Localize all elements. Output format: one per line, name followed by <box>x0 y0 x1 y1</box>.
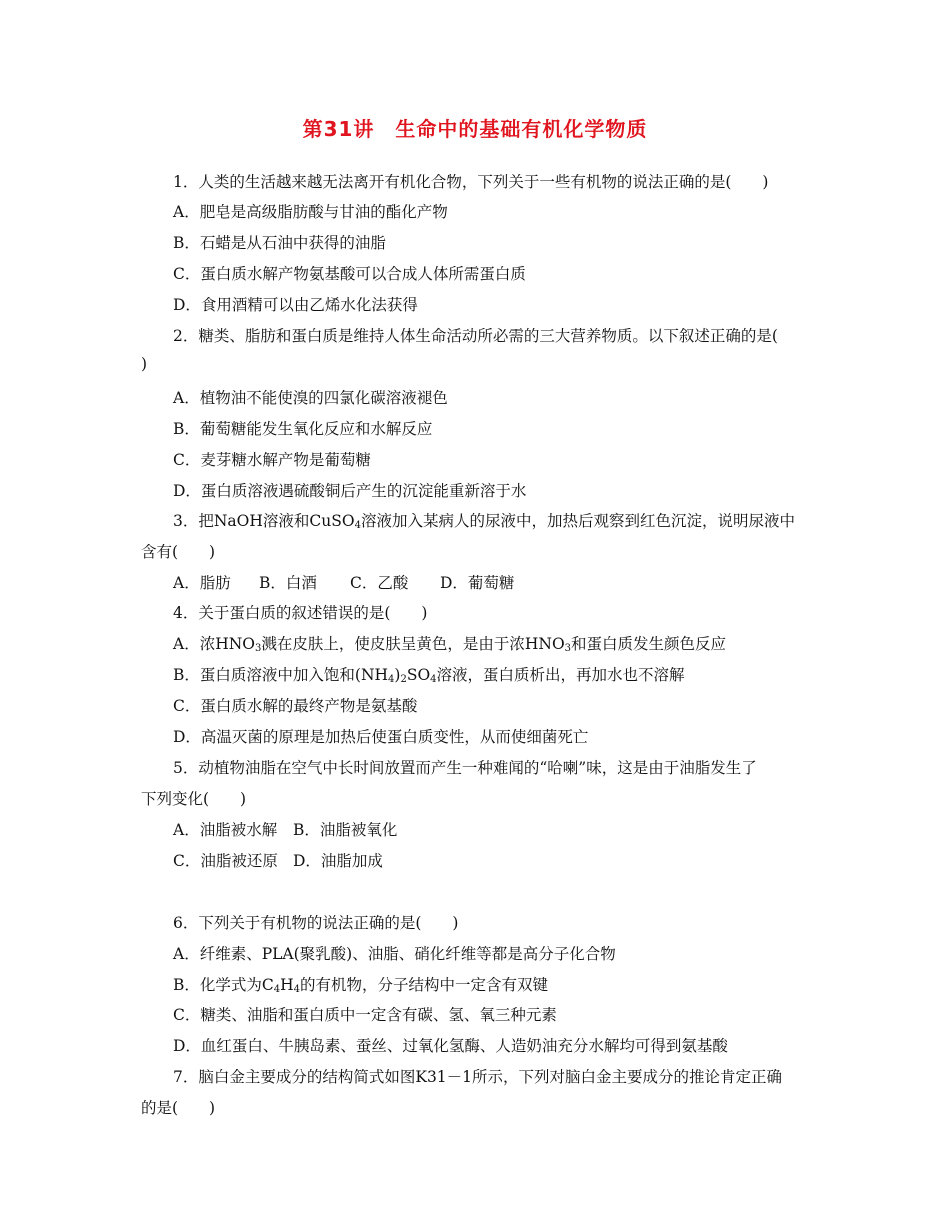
q5-options-row-2 <box>173 849 383 871</box>
q6-option-b: B．化学式为$C_4H_4$的有机物，分子结构中一定含有双键 <box>173 976 549 995</box>
q2-option-d: D．蛋白质溶液遇硫酸铜后产生的沉淀能重新溶于水 <box>173 482 527 500</box>
q3-option-d: D．葡萄糖 <box>440 574 515 592</box>
q1-option-c: C．蛋白质水解产物氨基酸可以合成人体所需蛋白质 <box>173 265 526 283</box>
question-5-stem-cont: 下列变化( ) <box>141 790 247 808</box>
q1-option-d: D．食用酒精可以由乙烯水化法获得 <box>173 296 418 314</box>
q2-option-a: A．植物油不能使溴的四氯化碳溶液褪色 <box>173 389 448 407</box>
question-3-stem: 3．把NaOH溶液和CuSO$_4$溶液加入某病人的尿液中，加热后观察到红色沉淀，说明尿液中 <box>173 512 795 531</box>
q5-options-row-1 <box>173 818 397 840</box>
question-7-stem-cont: 的是( ) <box>141 1099 216 1117</box>
q1-option-b: B．石蜡是从石油中获得的油脂 <box>173 234 386 252</box>
q3-option-b: B．白酒 <box>259 574 317 592</box>
q4-option-c: C．蛋白质水解的最终产物是氨基酸 <box>173 697 418 715</box>
q3-option-a: A．脂肪 <box>173 574 231 592</box>
question-5-stem: 5．动植物油脂在空气中长时间放置而产生一种难闻的“哈喇”味，这是由于油脂发生了 <box>173 759 757 777</box>
question-2-stem-cont: ) <box>141 355 148 373</box>
q5-option-c: C．油脂被还原 <box>173 852 278 870</box>
q4-option-d: D．高温灭菌的原理是加热后使蛋白质变性，从而使细菌死亡 <box>173 728 589 746</box>
q3-options <box>173 571 514 593</box>
question-1-stem: 1．人类的生活越来越无法离开有机化合物，下列关于一些有机物的说法正确的是( ) <box>173 173 769 191</box>
q2-option-c: C．麦芽糖水解产物是葡萄糖 <box>173 451 371 469</box>
question-4-stem: 4．关于蛋白质的叙述错误的是( ) <box>173 604 428 622</box>
q5-option-d: D．油脂加成 <box>293 852 383 870</box>
q6-option-c: C．糖类、油脂和蛋白质中一定含有碳、氢、氧三种元素 <box>173 1006 557 1024</box>
q4-option-a: A．浓$HNO_3$溅在皮肤上，使皮肤呈黄色，是由于浓$HNO_3$和蛋白质发生颜色反应 <box>173 635 727 654</box>
question-3-stem-cont: 含有( ) <box>141 543 216 561</box>
page-title: 第31讲 生命中的基础有机化学物质 <box>302 117 648 141</box>
q1-option-a: A．肥皂是高级脂肪酸与甘油的酯化产物 <box>173 203 448 221</box>
q5-option-b: B．油脂被氧化 <box>293 821 398 839</box>
question-6-stem: 6．下列关于有机物的说法正确的是( ) <box>173 914 459 932</box>
q6-option-a: A．纤维素、PLA(聚乳酸)、油脂、硝化纤维等都是高分子化合物 <box>173 945 616 963</box>
q6-option-d: D．血红蛋白、牛胰岛素、蚕丝、过氧化氢酶、人造奶油充分水解均可得到氨基酸 <box>173 1037 728 1055</box>
question-2-stem: 2．糖类、脂肪和蛋白质是维持人体生命活动所必需的三大营养物质。以下叙述正确的是( <box>173 327 778 345</box>
q4-option-b: B．蛋白质溶液中加入饱和$(NH_4)_2SO_4$溶液，蛋白质析出，再加水也不溶解 <box>173 666 685 685</box>
q2-option-b: B．葡萄糖能发生氧化反应和水解反应 <box>173 420 433 438</box>
q5-option-a: A．油脂被水解 <box>173 821 278 839</box>
q3-option-c: C．乙酸 <box>350 574 409 592</box>
question-7-stem: 7．脑白金主要成分的结构简式如图K31－1所示，下列对脑白金主要成分的推论肯定正确 <box>173 1068 783 1086</box>
